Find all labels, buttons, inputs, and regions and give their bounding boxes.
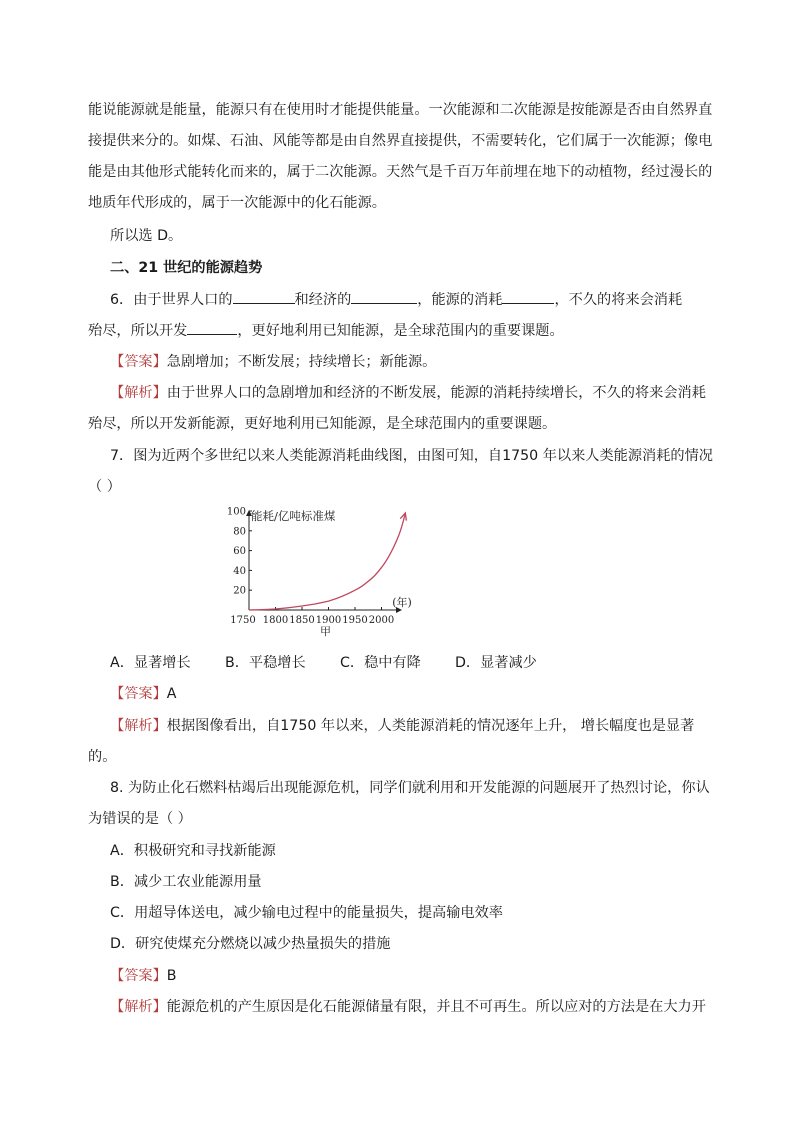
q6-analysis-line-2: 殆尽，所以开发新能源，更好地利用已知能源，是全球范围内的重要课题。 [88,416,557,432]
q7-option-a[interactable]: A．显著增长 [110,655,191,671]
intro-line-4: 地质年代形成的，属于一次能源中的化石能源。 [88,195,386,211]
series-line-energy [249,513,405,610]
x-tick-label: 1800 [262,615,289,626]
q6-stem-line-2 [88,320,564,341]
q8-stem-line-2: 为错误的是（ ） [88,811,192,827]
section-heading: 二、21 世纪的能源趋势 [110,260,263,276]
intro-line-3: 能是由其他形式能转化而来的，属于二次能源。天然气是千百万年前埋在地下的动植物，经过漫长的 [88,164,713,180]
q7-answer [110,684,176,704]
q7-options [110,653,537,673]
q7-analysis-line-2: 的。 [88,749,117,765]
x-tick-label: 2000 [368,615,395,626]
q6-text-2: 和经济的 [294,292,352,308]
x-axis-label: (年) [392,596,412,609]
q7-option-d[interactable]: D．显著减少 [455,655,537,671]
q7-answer-tag: 【答案】 [110,686,167,702]
q8-option-b[interactable]: B．减少工农业能源用量 [110,874,262,890]
q8-answer-text: B [166,968,177,984]
q7-option-c[interactable]: C．稳中有降 [340,655,421,671]
y-tick-label: 20 [233,585,246,597]
y-tick-label: 40 [233,565,246,577]
x-tick-label: 1950 [342,615,368,626]
q8-option-d[interactable]: D．研究使煤充分燃烧以减少热量损失的措施 [110,936,391,952]
q8-analysis-line-1 [110,997,706,1017]
q7-analysis-tag: 【解析】 [110,718,167,734]
q6-answer [110,352,436,372]
y-axis-label: 能耗/亿吨标准煤 [251,509,336,523]
q6-blank-3 [502,289,554,304]
q7-stem-line-2: （ ） [88,479,121,495]
q8-option-a[interactable]: A．积极研究和寻找新能源 [110,843,276,859]
q7-option-b[interactable]: B．平稳增长 [225,655,306,671]
q6-blank-4 [187,320,237,335]
q8-answer-tag: 【答案】 [110,968,167,984]
intro-line-1: 能说能源就是能量，能源只有在使用时才能提供能量。一次能源和二次能源是按能源是否由自然界直 [88,102,713,118]
q6-analysis-line-1 [110,383,706,403]
q7-analysis-line-1 [110,716,694,736]
q7-analysis-text-1: 根据图像看出，自1750 年以来，人类能源消耗的情况逐年上升， 增长幅度也是显著 [166,718,695,734]
y-tick-label: 100 [226,506,246,518]
q8-analysis-tag: 【解析】 [110,999,167,1015]
q6-text-5: 殆尽，所以开发 [88,323,188,339]
q8-stem-line-1: 8. 为防止化石燃料枯竭后出现能源危机，同学们就利用和开发能源的问题展开了热烈讨论，你认 [110,780,710,796]
q6-stem-line-1 [110,289,682,310]
q6-text-1: 6．由于世界人口的 [110,292,233,308]
q6-analysis-tag: 【解析】 [110,385,167,401]
y-tick-label: 80 [233,526,246,538]
energy-consumption-chart [226,504,436,646]
q6-answer-text: 急剧增加；不断发展；持续增长；新能源。 [166,354,437,370]
q8-answer [110,966,177,986]
q6-blank-1 [233,289,295,304]
x-tick-label: 1850 [289,615,315,626]
x-tick-label: 1900 [315,615,342,626]
q6-text-3: ，能源的消耗 [417,292,503,308]
q7-answer-text: A [166,686,177,702]
q8-option-c[interactable]: C．用超导体送电，减少输电过程中的能量损失，提高输电效率 [110,905,503,921]
q6-analysis-text-1: 由于世界人口的急剧增加和经济的不断发展，能源的消耗持续增长，不久的将来会消耗 [166,385,706,401]
x-tick-label: 1750 [230,615,256,626]
chart-caption: 甲 [320,625,331,638]
q8-analysis-text-1: 能源危机的产生原因是化石能源储量有限，并且不可再生。所以应对的方法是在大力开 [166,999,706,1015]
q6-blank-2 [351,289,417,304]
intro-line-5: 所以选 D。 [110,228,183,244]
intro-line-2: 接提供来分的。如煤、石油、风能等都是由自然界直接提供，不需要转化，它们属于一次能源；像电 [88,133,713,149]
y-tick-label: 60 [233,546,246,558]
q6-text-6: ，更好地利用已知能源，是全球范围内的重要课题。 [237,323,564,339]
q6-text-4: ，不久的将来会消耗 [554,292,683,308]
q7-stem-line-1: 7．图为近两个多世纪以来人类能源消耗曲线图，由图可知，自1750 年以来人类能源消耗的情况 [110,448,713,464]
q6-answer-tag: 【答案】 [110,354,167,370]
